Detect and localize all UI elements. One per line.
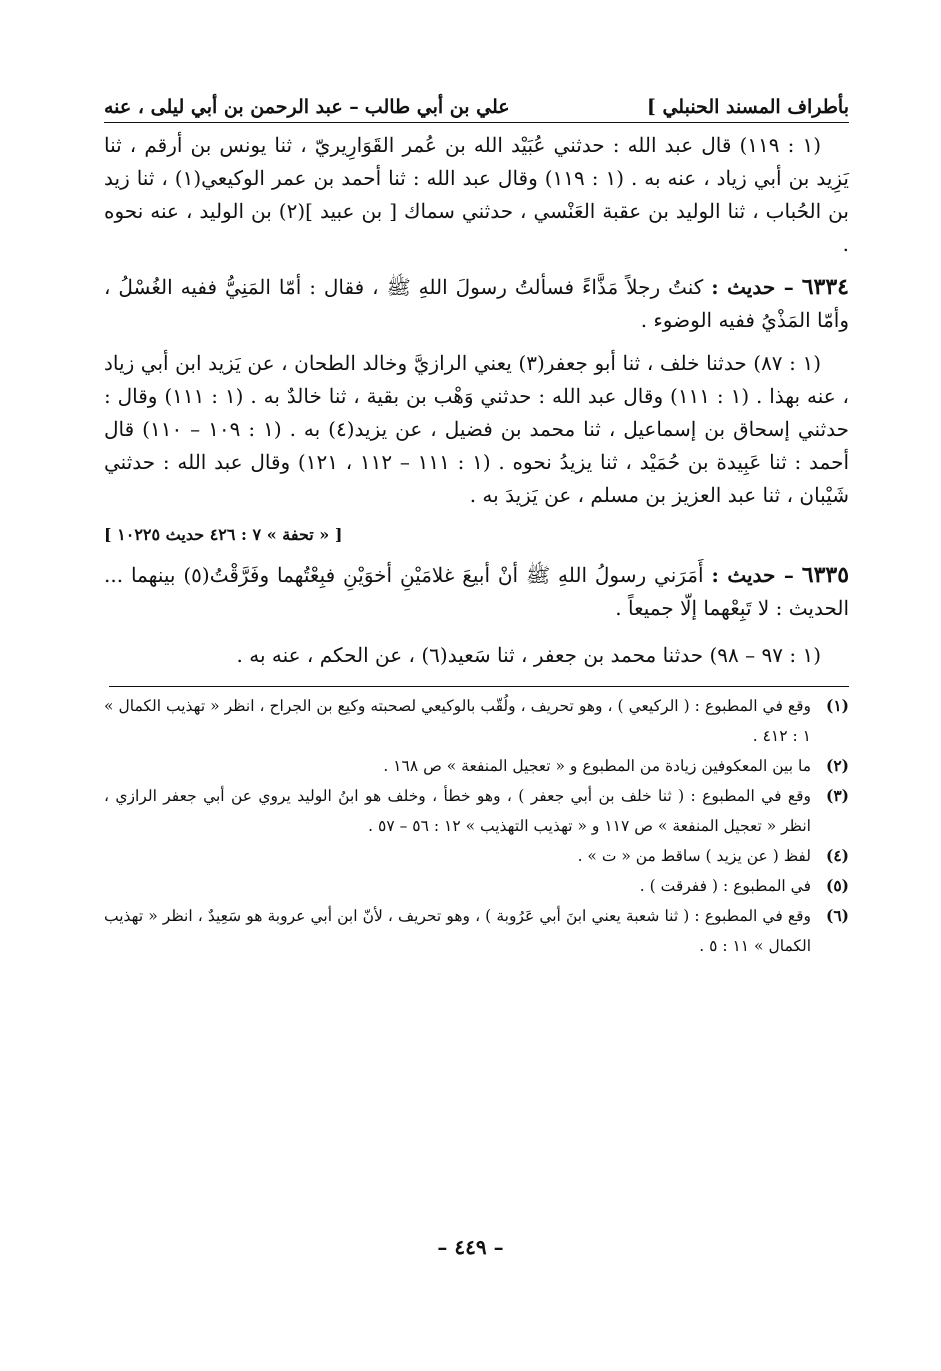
footnote: [104, 871, 849, 901]
footnote-text: في المطبوع : ( ففرقت ) .: [639, 877, 811, 895]
footnote-number: (٦): [825, 906, 849, 925]
hadith-entry-6335: [104, 559, 849, 625]
footnote-divider: [109, 686, 849, 687]
isnad-paragraph: (١ : ١١٩) قال عبد الله : حدثني عُبَيْد الله بن عُمر القَوَارِيريّ ، ثنا يونس بن أرقم ، ثنا يَزِيد بن أبي زياد ، عنه به . (١ : ١١٩) وقال عبد الله : ثنا أحمد بن عمر الوكيعي(١) ، ثنا زيد بن الحُباب ، ثنا الوليد بن عقبة العَنْسي ، حدثني سماك [ بن عبيد ](٢) بن الوليد ، عنه نحوه .: [104, 133, 849, 256]
footnote-text: لفظ ( عن يزيد ) ساقط من « ت » .: [577, 847, 811, 865]
isnad-paragraph: (١ : ٩٧ – ٩٨) حدثنا محمد بن جعفر ، ثنا سَعيد(٦) ، عن الحكم ، عنه به .: [236, 643, 821, 667]
header-chapter-rest: – عبد الرحمن بن أبي ليلى ، عنه: [104, 96, 359, 118]
footnote-text: وقع في المطبوع : ( ثنا شعبة يعني ابنَ أبي عَرُوبة ) ، وهو تحريف ، لأنّ ابن أبي عروبة هو سَعِيدٌ ، انظر « تهذيب الكمال » ١١ : ٥ .: [104, 907, 811, 955]
hadith-entry-6334: [104, 271, 849, 337]
running-header: [104, 78, 849, 123]
footnote: [104, 841, 849, 871]
footnote-number: (١): [825, 696, 849, 715]
footnote: [104, 751, 849, 781]
hadith-number: ٦٣٣٤: [801, 274, 849, 300]
main-text: [104, 129, 849, 672]
page: [104, 78, 849, 961]
footnote-number: (٣): [825, 786, 849, 805]
hadith-number: ٦٣٣٥: [801, 562, 850, 588]
footnote-number: (٤): [825, 846, 849, 865]
hadith-label: – حديث :: [711, 275, 794, 299]
footnote: [104, 691, 849, 751]
footnote: [104, 781, 849, 841]
footnote-text: ما بين المعكوفين زيادة من المطبوع و « تعجيل المنفعة » ص ١٦٨ .: [383, 757, 811, 775]
header-chapter: [104, 96, 510, 118]
footnote-number: (٥): [825, 876, 849, 895]
header-chapter-bold: علي بن أبي طالب: [364, 96, 510, 118]
footnotes: [104, 691, 849, 961]
footnote: [104, 901, 849, 961]
page-number: – ٤٤٩ –: [437, 1235, 504, 1259]
footnote-text: وقع في المطبوع : ( الركيعي ) ، وهو تحريف ، ولُقّب بالوكيعي لصحبته وكيع بن الجراح ، انظر « تهذيب الكمال » ١ : ٤١٢ .: [104, 697, 811, 745]
footnote-text: وقع في المطبوع : ( ثنا خلف بن أبي جعفر ) ، وهو خطأ ، وخلف هو ابنُ الوليد يروي عن أبي جعفر الرازي ، انظر « تعجيل المنفعة » ص ١١٧ و « تهذيب التهذيب » ١٢ : ٥٦ – ٥٧ .: [104, 787, 811, 835]
header-book-title: بأطراف المسند الحنبلي ]: [646, 96, 849, 118]
hadith-text: كنتُ رجلاً مَذَّاءً فسألتُ رسولَ اللهِ ﷺ ، فقال : أمّا المَنِيُّ ففيه الغُسْلُ ، وأمّا المَذْيُ ففيه الوضوء .: [104, 275, 849, 332]
isnad-paragraph: (١ : ٨٧) حدثنا خلف ، ثنا أبو جعفر(٣) يعني الرازيَّ وخالد الطحان ، عن يَزيد ابن أبي زياد ، عنه بهذا . (١ : ١١١) وقال عبد الله : حدثني وَهْب بن بقية ، ثنا خالدٌ به . (١ : ١١١) وقال : حدثني إسحاق بن إسماعيل ، ثنا محمد بن فضيل ، عن يزيد(٤) به . (١ : ١٠٩ – ١١٠) قال أحمد : ثنا عَبِيدة بن حُمَيْد ، ثنا يزيدُ نحوه . (١ : ١١١ – ١١٢ ، ١٢١) وقال عبد الله : حدثني شَيْبان ، ثنا عبد العزيز بن مسلم ، عن يَزيدَ به .: [104, 351, 850, 507]
footnote-number: (٢): [825, 756, 849, 775]
tuhfa-reference: [ « تحفة » ٧ : ٤٢٦ حديث ١٠٢٢٥ ]: [104, 525, 343, 544]
hadith-text: أَمَرَني رسولُ اللهِ ﷺ أنْ أبيعَ غلامَيْنِ أخوَيْنِ فبِعْتُهما وفَرَّقْتُ(٥) بينهما ... الحديث : لا تَبِعْهما إلّا جميعاً .: [104, 563, 849, 620]
hadith-label: – حديث :: [711, 563, 794, 587]
